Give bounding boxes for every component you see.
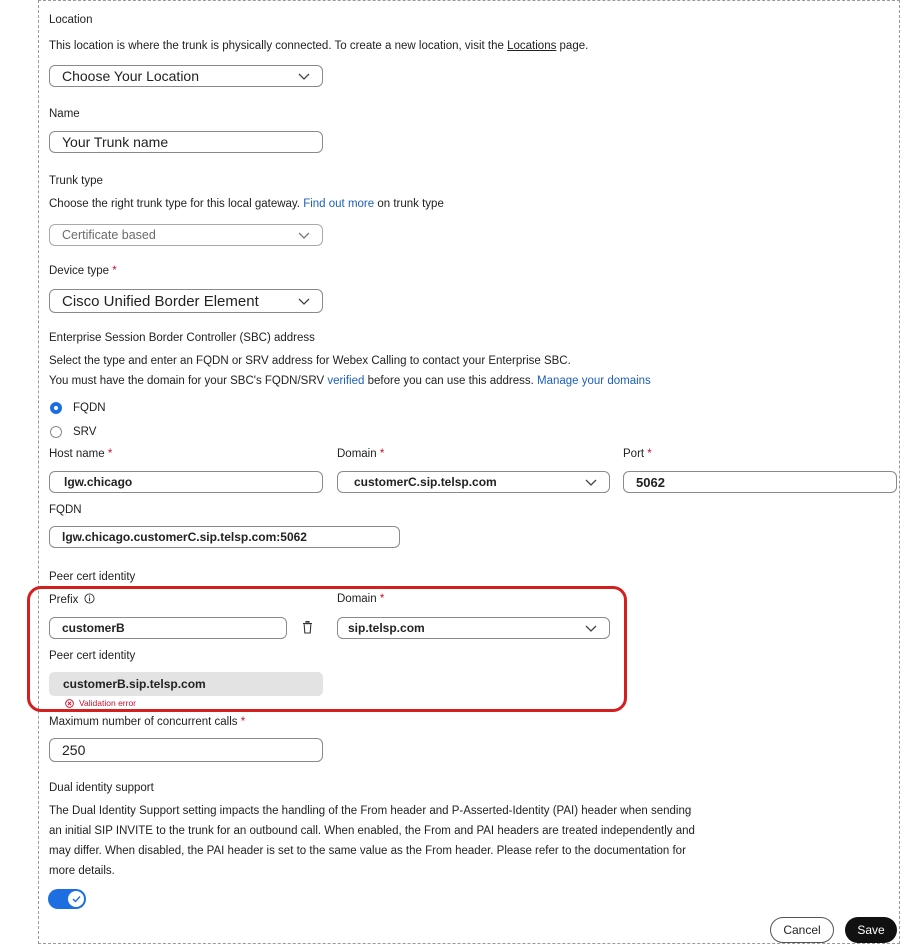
max-calls-input[interactable] (49, 738, 323, 762)
toggle-knob (68, 891, 84, 907)
domain-select[interactable] (337, 471, 610, 493)
chevron-down-icon (585, 477, 597, 487)
manage-domains-link[interactable]: Manage your domains (537, 375, 651, 387)
device-type-select[interactable] (49, 289, 323, 313)
srv-radio[interactable] (50, 426, 62, 438)
chevron-down-icon (585, 623, 597, 633)
fqdn-label: FQDN (49, 504, 82, 516)
name-label: Name (49, 108, 80, 120)
fqdn-display (49, 526, 400, 548)
device-type-label: Device type * (49, 265, 117, 277)
trash-icon[interactable] (302, 621, 313, 634)
domain-label: Domain * (337, 448, 385, 460)
save-button[interactable]: Save (845, 917, 897, 943)
location-select-value: Choose Your Location (62, 68, 199, 84)
prefix-value: customerB (62, 621, 125, 635)
trunk-name-input[interactable] (49, 131, 323, 153)
fqdn-value: lgw.chicago.customerC.sip.telsp.com:5062 (62, 530, 307, 544)
dual-identity-label: Dual identity support (49, 782, 154, 794)
trunk-type-select-value: Certificate based (62, 228, 156, 242)
dual-identity-description (49, 801, 695, 881)
verified-link[interactable]: verified (327, 375, 365, 387)
dual-identity-line: may differ. When disabled, the PAI header is set to the same value as the From header. Please refer to the documentation for (49, 845, 686, 857)
peer-domain-select-value: sip.telsp.com (348, 621, 425, 635)
trunk-type-select[interactable] (49, 224, 323, 246)
cancel-button[interactable]: Cancel (770, 917, 834, 943)
location-description: This location is where the trunk is physically connected. To create a new location, visit the Locations page. (49, 40, 589, 52)
prefix-label: Prefix (49, 593, 95, 606)
host-name-value: lgw.chicago (64, 475, 133, 489)
port-input[interactable] (623, 471, 897, 493)
fqdn-radio-label: FQDN (73, 402, 106, 414)
peer-domain-select[interactable] (337, 617, 610, 639)
port-value: 5062 (636, 474, 665, 490)
find-out-more-link[interactable]: Find out more (303, 198, 375, 210)
peer-cert-section-label: Peer cert identity (49, 571, 136, 583)
sbc-description-line1: Select the type and enter an FQDN or SRV address for Webex Calling to contact your Enterprise SBC. (49, 355, 571, 367)
locations-link[interactable]: Locations (507, 40, 557, 52)
chevron-down-icon (298, 230, 310, 240)
location-select[interactable] (49, 65, 323, 87)
dual-identity-line: more details. (49, 865, 115, 877)
host-name-input[interactable] (49, 471, 323, 493)
check-icon (72, 895, 81, 903)
dual-identity-toggle[interactable] (48, 889, 86, 909)
validation-error (65, 698, 136, 708)
trunk-type-description: Choose the right trunk type for this local gateway. Find out more on trunk type (49, 198, 444, 210)
validation-error-text: Validation error (79, 698, 137, 708)
chevron-down-icon (298, 296, 310, 306)
device-type-select-value: Cisco Unified Border Element (62, 292, 259, 310)
trunk-type-label: Trunk type (49, 175, 103, 187)
sbc-description-line2: You must have the domain for your SBC's FQDN/SRV verified before you can use this address. Manage your domains (49, 375, 651, 387)
srv-radio-label: SRV (73, 426, 97, 438)
peer-identity-display (49, 672, 323, 696)
peer-identity-value: customerB.sip.telsp.com (63, 677, 206, 691)
domain-select-value: customerC.sip.telsp.com (354, 475, 497, 489)
chevron-down-icon (298, 71, 310, 81)
location-label: Location (49, 14, 93, 26)
dual-identity-line: an initial SIP INVITE to the trunk for an outbound call. When enabled, the From and PAI headers are treated independently and (49, 825, 695, 837)
error-icon (65, 699, 74, 708)
max-calls-label: Maximum number of concurrent calls * (49, 716, 246, 728)
max-calls-value: 250 (62, 742, 86, 758)
fqdn-radio[interactable] (50, 402, 62, 414)
peer-identity-label: Peer cert identity (49, 650, 136, 662)
port-label: Port * (623, 448, 652, 460)
host-name-label: Host name * (49, 448, 113, 460)
peer-domain-label: Domain * (337, 593, 385, 605)
sbc-label: Enterprise Session Border Controller (SBC) address (49, 332, 315, 344)
dual-identity-line: The Dual Identity Support setting impacts the handling of the From header and P-Asserted-Identity (PAI) header when sending (49, 805, 692, 817)
prefix-input[interactable] (49, 617, 287, 639)
info-icon[interactable] (84, 593, 95, 604)
trunk-name-value: Your Trunk name (62, 134, 169, 150)
